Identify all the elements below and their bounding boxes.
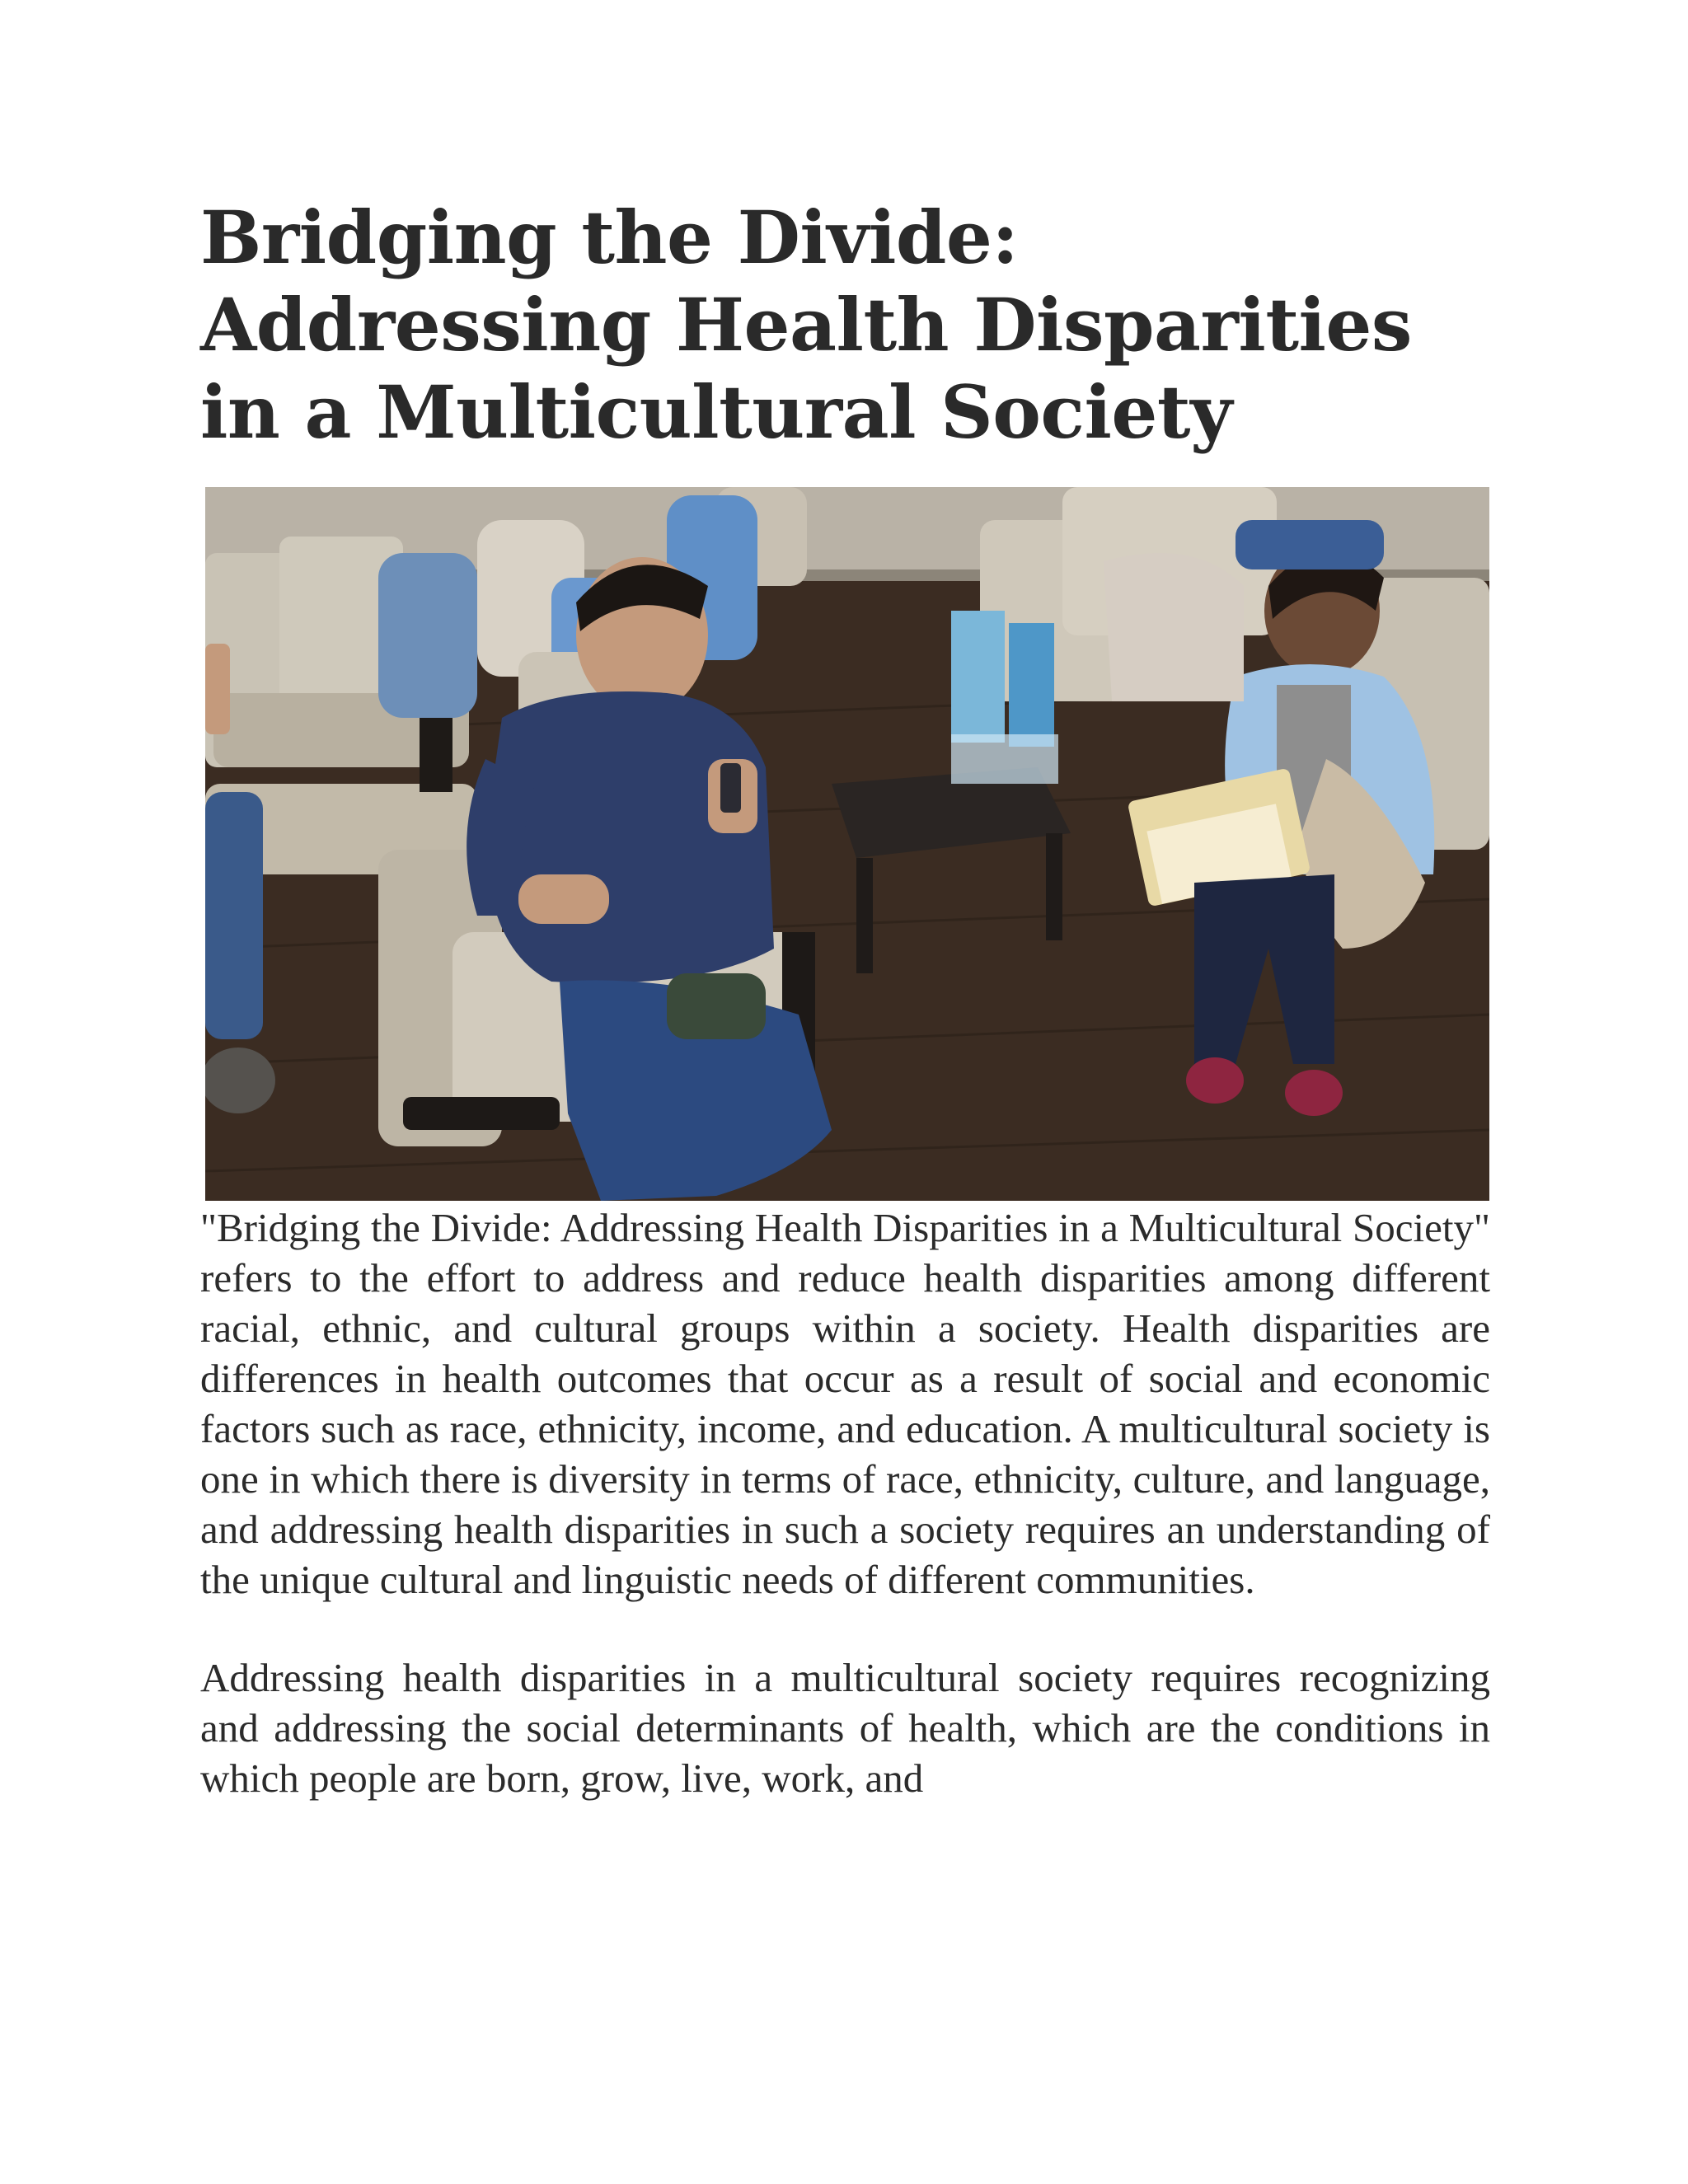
waiting-room-photo bbox=[205, 487, 1489, 1201]
page-title: Bridging the Divide: Addressing Health Disparities in a Multicultural Society bbox=[200, 194, 1412, 455]
intro-paragraph: "Bridging the Divide: Addressing Health Disparities in a Multicultural Society" refers to the effort to address and reduce health disparities among different racial, ethnic, and cultural groups within a society. Health disparities are differences in health outcomes that occur as a result of social and economic factors such as race, ethnicity, income, and education. A multicultural society is one in which there is diversity in terms of race, ethnicity, culture, and language, and addressing health disparities in such a society requires an understanding of the unique cultural and linguistic needs of different communities. bbox=[200, 1205, 1490, 1602]
waiting-room-illustration bbox=[205, 487, 1489, 1201]
body-paragraph: Addressing health disparities in a multicultural society requires recognizing and addressing the social determinants of health, which are the conditions in which people are born, grow, live, work, and bbox=[200, 1655, 1490, 1801]
article bbox=[200, 194, 1490, 1803]
